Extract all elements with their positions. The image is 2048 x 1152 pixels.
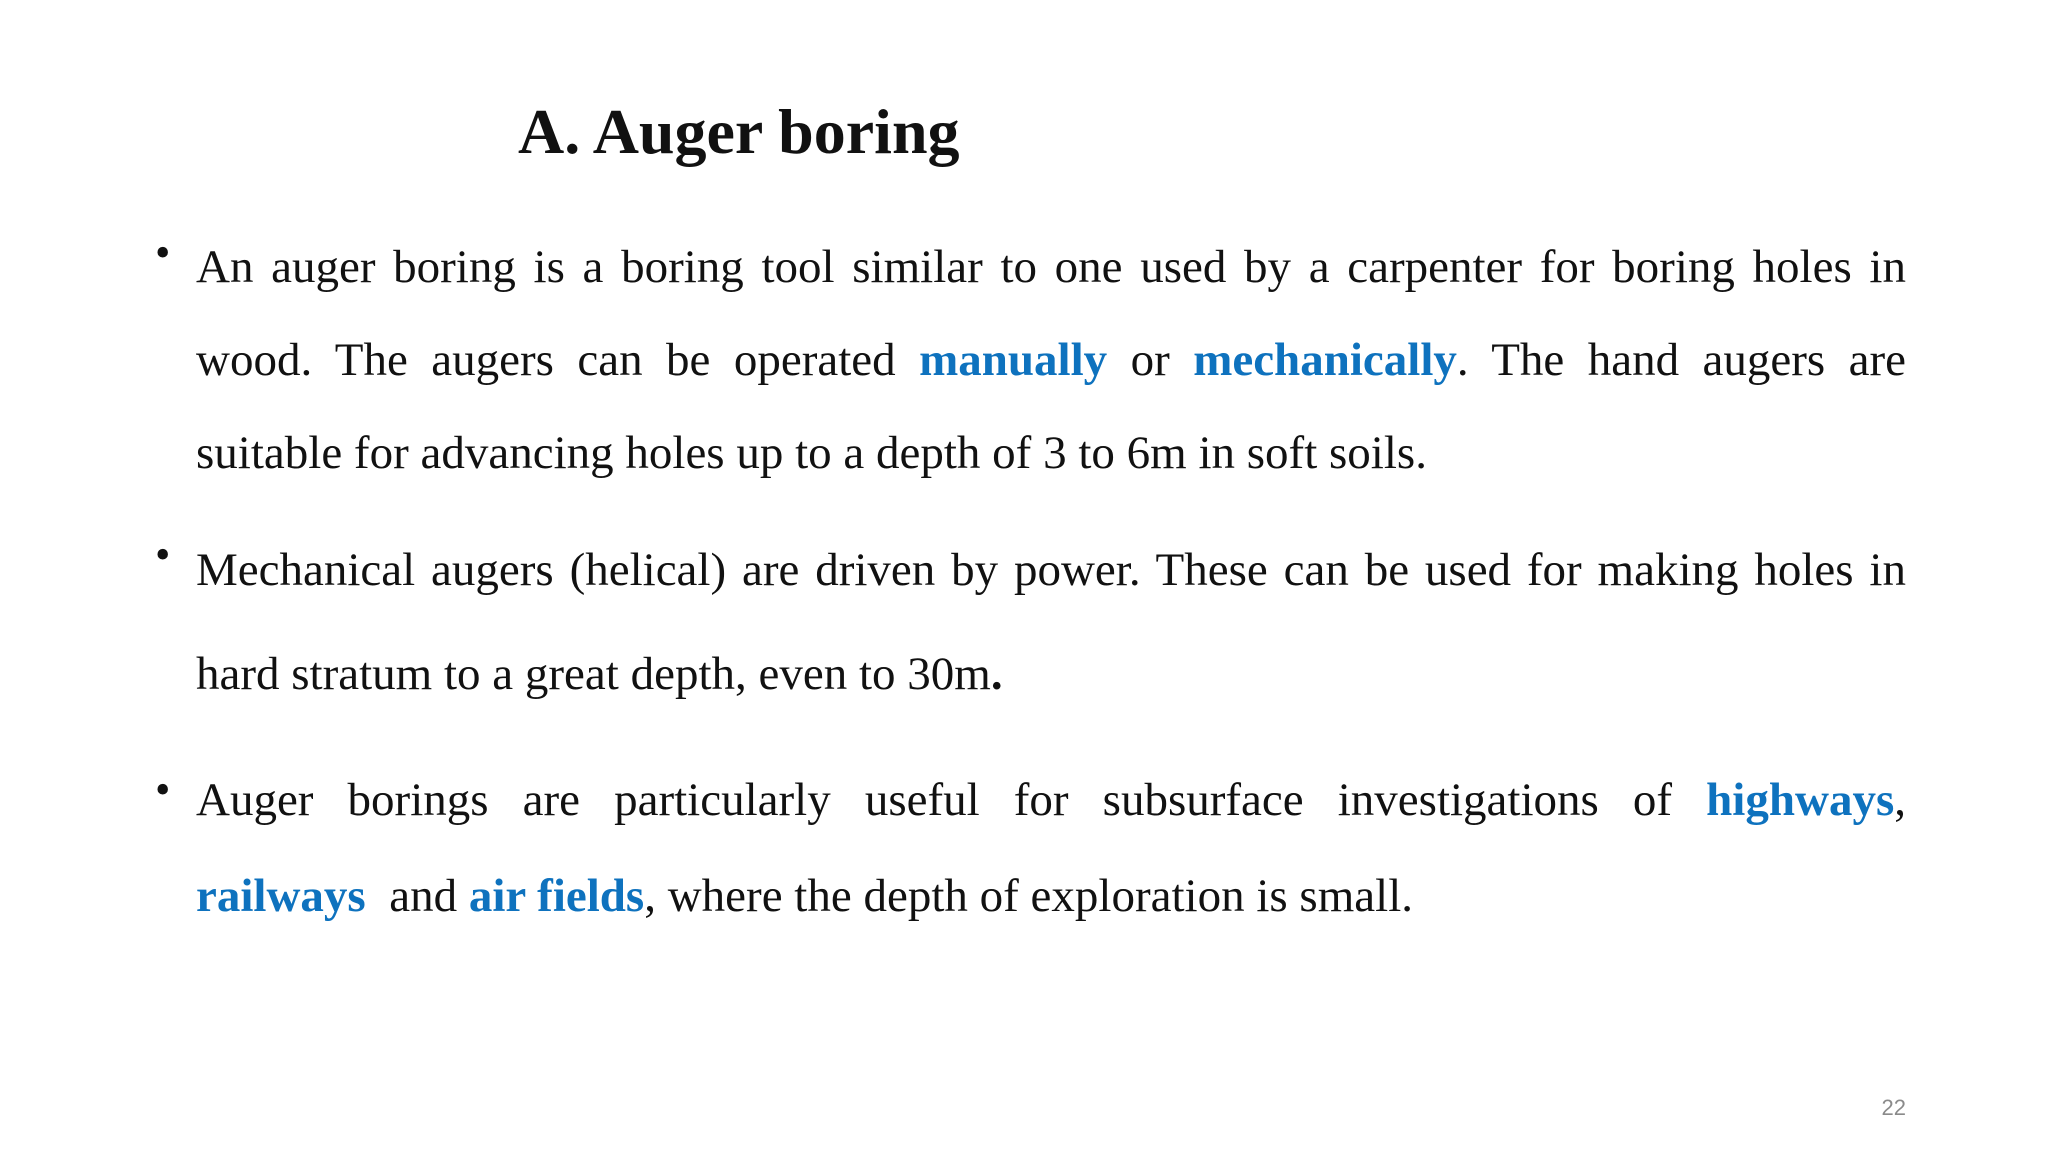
bullet-1-text: or [1107, 334, 1194, 386]
bullet-2-period: . [990, 648, 1003, 700]
bullet-1-text: An auger boring is a boring tool similar to one used by a carpenter for boring holes in wood. The augers can be operated [196, 241, 1906, 386]
highlight-air-fields: air fields [468, 870, 645, 922]
highlight-manually: manually [919, 334, 1108, 386]
bullet-paragraph-1 [196, 221, 1906, 500]
slide-title: A. Auger boring [518, 96, 960, 167]
bullet-2-text: Mechanical augers (helical) are driven by power. These can be used for making holes in hard stratum to a great depth, even to 30m [196, 544, 1906, 700]
bullet-marker: • [155, 228, 171, 277]
bullet-3-text: , [1894, 774, 1906, 826]
bullet-paragraph-3 [196, 752, 1906, 944]
bullet-marker: • [155, 765, 171, 814]
highlight-highways: highways [1706, 774, 1895, 826]
highlight-railways: railways [196, 870, 366, 922]
bullet-3-text: Auger borings are particularly useful for subsurface investigations of [196, 774, 1707, 826]
bullet-3-text: , where the depth of exploration is small. [644, 870, 1414, 922]
bullet-paragraph-2 [196, 518, 1906, 726]
bullet-3-text: and [365, 870, 469, 922]
page-number: 22 [1881, 1095, 1906, 1120]
bullet-marker: • [155, 530, 171, 579]
bullet-1-text: . The hand augers are suitable for advancing holes up to a depth of 3 to 6m in soft soils. [196, 334, 1907, 479]
highlight-mechanically: mechanically [1193, 334, 1457, 386]
